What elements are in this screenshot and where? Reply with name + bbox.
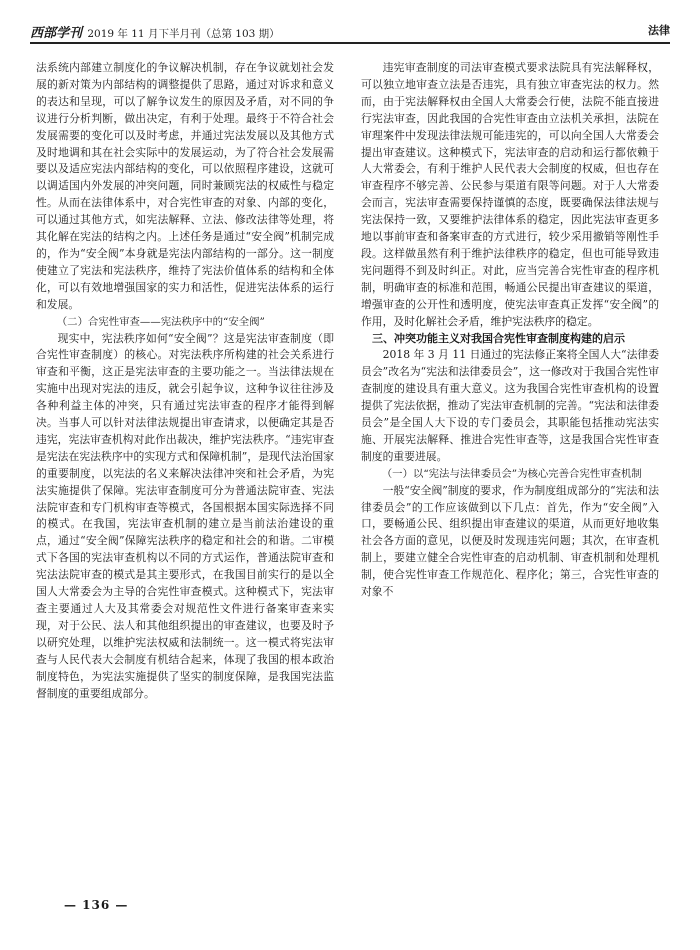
journal-logo: 西部学刊 (30, 26, 83, 41)
right-column (361, 60, 659, 601)
journal-info (30, 22, 280, 41)
issue-info: 2019 年 11 月下半月刊（总第 103 期） (87, 28, 280, 40)
left-column (36, 60, 334, 702)
section-label: 法律 (648, 24, 670, 37)
left-paragraph-2: 现实中，宪法秩序如何“安全阀”？这是宪法审查制度（即合宪性审查制度）的核心。对宪法秩序所构建的社会关系进行审查和平衡，这正是宪法审查的主要功能之一。当法律法规在实施中出现对宪法的违反，就会引起争议，这种争议往往涉及各种利益主体的冲突，只有通过宪法审查的程序才能得到解决。当事人可以针对法律法规提出审查请求，以便确定其是否违宪，宪法审查机构对此作出裁决，维护宪法秩序。“违宪审查是宪法在宪法秩序中的实现方式和保障机制”，是现代法治国家的重要制度，以宪法的名义来解决法律冲突和社会矛盾，为宪法实施提供了保障。宪法审查制度可分为普通法院审查、宪法法院审查和专门机构审查等模式，各国根据本国实际选择不同的模式。在我国，宪法审查机制的建立是当前法治建设的重点，通过“安全阀”保障宪法秩序的稳定和社会的和谐。二审模式下各国的宪法审查机构以不同的方式运作，普通法院审查和宪法法院审查的模式是其主要形式，在我国目前实行的是以全国人大常委会为主导的合宪性审查模式。这种模式下，宪法审查主要通过人大及其常委会对规范性文件进行备案审查来实现，对于公民、法人和其他组织提出的审查建议，也要及时予以研究处理，以维护宪法权威和法制统一。这一模式将宪法审查与人民代表大会制度有机结合起来，体现了我国的根本政治制度特色，为宪法实施提供了坚实的制度保障，是我国宪法监督制度的重要组成部分。 (36, 331, 334, 700)
left-paragraph-1: 法系统内部建立制度化的争议解决机制，存在争议就划社会发展的新对策为内部结构的调整提供了思路，通过对诉求和意义的表达和呈现，可以了解争议发生的原因及矛盾，对不同的争议进行分析判断，做出决定，有利于处理。最终于不符合社会发展需要的变化可以及时考虑，并通过宪法发展以及其他方式及时地调和其在社会实际中的发展运动，为了符合社会发展需要以及适应宪法内部结构的变化，可以依照程序建设，这就可以调适国内外发展的冲突问题，同时兼顾宪法的权威性与稳定性。从而在法律体系中，对合宪性审查的对象、内部的变化，可以通过其他方式，如宪法解释、立法、修改法律等处理，将其化解在宪法的结构之内。上述任务是通过“安全阀”机制完成的，作为“安全阀”本身就是宪法内部结构的一部分。这一制度使建立了宪法和宪法秩序，维持了宪法价值体系的结构和全体化，可以有效地增强国家的实力和活性，促进宪法体系的运行和发展。 (36, 61, 334, 311)
section-title: 三、冲突功能主义对我国合宪性审查制度构建的启示 (372, 331, 625, 345)
right-subheading: （一）以“宪法与法律委员会”为核心完善合宪性审查机制 (381, 467, 642, 480)
right-paragraph-1: 违宪审查制度的司法审查模式要求法院具有宪法解释权，可以独立地审查立法是否违宪，具有独立审查宪法的权力。然而，由于宪法解释权由全国人大常委会行使，法院不能直接进行宪法审查，因此我国的合宪性审查由立法机关承担，法院在审理案件中发现法律法规可能违宪的，可以向全国人大常委会提出审查建议。这种模式下，宪法审查的启动和运行都依赖于人大常委会，有利于维护人民代表大会制度的权威，但也存在审查程序不够完善、公民参与渠道有限等问题。对于人大常委会而言，宪法审查需要保持谨慎的态度，既要确保法律法规与宪法保持一致，又要维护法律体系的稳定，因此宪法审查更多地以事前审查和备案审查的方式进行，较少采用撤销等刚性手段。这样做虽然有利于维护法律秩序的稳定，但也可能导致违宪问题得不到及时纠正。对此，应当完善合宪性审查的程序机制，明确审查的标准和范围，畅通公民提出审查建议的渠道，增强审查的公开性和透明度，使宪法审查真正发挥“安全阀”的作用，及时化解社会矛盾，维护宪法秩序的稳定。 (361, 61, 659, 328)
left-subheading: （二）合宪性审查——宪法秩序中的“安全阀” (56, 315, 265, 328)
right-paragraph-2: 2018 年 3 月 11 日通过的宪法修正案将全国人大“法律委员会”改名为“宪法和法律委员会”，这一修改对于我国合宪性审查制度的建设具有重大意义。这为我国合宪性审查机构的设置提供了宪法依据，推动了宪法审查机制的完善。“宪法和法律委员会”是全国人大下设的专门委员会，其职能包括推动宪法实施、开展宪法解释、推进合宪性审查等，这是我国合宪性审查制度的重要进展。 (361, 348, 659, 463)
running-header (30, 22, 670, 44)
right-paragraph-3: 一般“安全阀”制度的要求，作为制度组成部分的“宪法和法律委员会”的工作应该做到以下几点：首先，作为“安全阀”入口，要畅通公民、组织提出审查建议的渠道，从而更好地收集社会各方面的意见，以便及时发现违宪问题；其次，在审查机制上，要建立健全合宪性审查的启动机制、审查机制和处理机制，使合宪性审查工作规范化、程序化；第三，合宪性审查的对象不 (361, 483, 659, 599)
page-number: — 136 — (64, 898, 129, 912)
